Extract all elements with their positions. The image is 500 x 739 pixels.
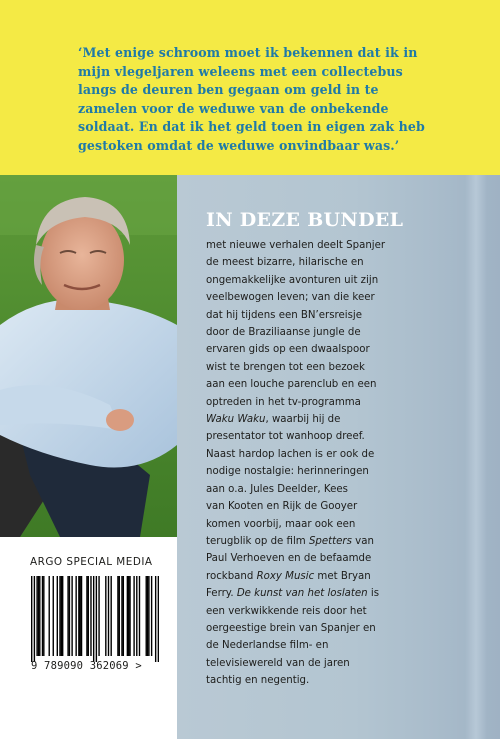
author-photo-illustration bbox=[0, 175, 177, 537]
barcode-bar bbox=[119, 576, 120, 656]
barcode-bar bbox=[86, 576, 87, 656]
description-line: veelbewogen leven; van die keer bbox=[206, 292, 375, 304]
author-photo bbox=[0, 175, 177, 537]
barcode-bar bbox=[39, 576, 40, 656]
barcode-bar bbox=[38, 576, 39, 656]
italic-title: Spetters bbox=[308, 535, 352, 547]
back-cover-quote bbox=[78, 44, 478, 156]
description-line: dat hij tijdens een BN’ersreisje bbox=[206, 309, 363, 321]
barcode-bar bbox=[148, 576, 149, 656]
barcode-bar bbox=[36, 576, 37, 656]
barcode-bar bbox=[139, 576, 140, 656]
description-line: nodige nostalgie: herinneringen bbox=[206, 466, 369, 478]
description-line: ervaren gids op een dwaalspoor bbox=[206, 344, 370, 356]
description-line: Naast hardop lachen is er ook de bbox=[206, 448, 375, 460]
barcode-bar bbox=[31, 576, 32, 662]
description-line: tachtig en negentig. bbox=[206, 675, 310, 687]
barcode-bar bbox=[67, 576, 68, 656]
description-line: optreden in het tv-programma bbox=[206, 396, 361, 408]
italic-title: De kunst van het loslaten bbox=[236, 588, 368, 600]
barcode-bar bbox=[34, 576, 35, 662]
description-line: ongemakkelijke avonturen uit zijn bbox=[206, 274, 379, 286]
description-line: aan een louche parenclub en een bbox=[206, 379, 377, 391]
description-line: oergeestige brein van Spanjer en bbox=[206, 622, 376, 634]
italic-title: Waku Waku bbox=[206, 414, 266, 426]
barcode-bar bbox=[90, 576, 91, 656]
barcode-bar bbox=[61, 576, 62, 656]
description-line: presentator tot wanhoop dreef. bbox=[206, 431, 365, 443]
description-line: Paul Verhoeven en de befaamde bbox=[206, 553, 372, 565]
barcode-bar bbox=[121, 576, 122, 656]
barcode-bar bbox=[42, 576, 43, 656]
description-line: door de Braziliaanse jungle de bbox=[206, 327, 361, 339]
description-line: televisiewereld van de jaren bbox=[206, 657, 350, 669]
description-heading: IN DEZE BUNDEL bbox=[206, 209, 404, 231]
barcode-bar bbox=[105, 576, 106, 656]
barcode-bar bbox=[59, 576, 60, 656]
quote-line: langs de deuren ben gegaan om geld in te bbox=[78, 82, 379, 98]
barcode-bar bbox=[81, 576, 82, 656]
barcode-bar bbox=[110, 576, 111, 656]
quote-line: ‘Met enige schroom moet ik bekennen dat ik in bbox=[78, 45, 418, 60]
description-text bbox=[206, 237, 476, 690]
barcode-bar bbox=[69, 576, 70, 656]
barcode-bar bbox=[155, 576, 156, 662]
barcode-bar bbox=[88, 576, 89, 656]
description-line: terugblik op de film Spetters van bbox=[206, 535, 374, 547]
description-line: komen voorbij, maar ook een bbox=[206, 518, 356, 530]
description-line: met nieuwe verhalen deelt Spanjer bbox=[206, 240, 386, 251]
barcode-bar bbox=[146, 576, 147, 656]
barcode-bar bbox=[93, 576, 94, 662]
barcode-bar bbox=[117, 576, 118, 656]
barcode-bar bbox=[127, 576, 128, 656]
description-line: rockband Roxy Music met Bryan bbox=[206, 570, 371, 582]
barcode-bar bbox=[43, 576, 44, 656]
barcode-bar bbox=[128, 576, 129, 656]
barcode-bar bbox=[98, 576, 99, 656]
barcode-bars bbox=[31, 576, 159, 662]
description-line: de meest bizarre, hilarische en bbox=[206, 257, 364, 269]
publisher-name: ARGO SPECIAL MEDIA bbox=[30, 556, 153, 568]
description-line: wist te brengen tot een bezoek bbox=[206, 361, 365, 373]
barcode-bar bbox=[151, 576, 152, 656]
barcode-bar bbox=[136, 576, 137, 656]
description-line: een verkwikkende reis door het bbox=[206, 605, 367, 617]
barcode-bar bbox=[158, 576, 159, 662]
description-line: aan o.a. Jules Deelder, Kees bbox=[206, 483, 348, 495]
quote-line: soldaat. En dat ik het geld toen in eigen zak heb bbox=[78, 119, 425, 135]
barcode-bar bbox=[62, 576, 63, 656]
italic-title: Roxy Music bbox=[256, 570, 315, 582]
quote-line: zamelen voor de weduwe van de onbekende bbox=[78, 100, 389, 116]
barcode-bar bbox=[96, 576, 97, 662]
barcode-bar bbox=[147, 576, 148, 656]
barcode-bar bbox=[75, 576, 76, 656]
barcode-bar bbox=[129, 576, 130, 656]
barcode-bar bbox=[49, 576, 50, 656]
barcode-bar bbox=[133, 576, 134, 656]
quote-line: gestoken omdat de weduwe onvindbaar was.’ bbox=[78, 137, 400, 153]
barcode-bar bbox=[78, 576, 79, 656]
barcode-bar bbox=[57, 576, 58, 656]
isbn-barcode bbox=[31, 576, 159, 662]
quote-line: mijn vlegeljaren weleens met een collectebus bbox=[78, 63, 403, 79]
barcode-bar bbox=[80, 576, 81, 656]
description-line: de Nederlandse film- en bbox=[206, 640, 329, 652]
barcode-bar bbox=[71, 576, 72, 656]
barcode-bar bbox=[123, 576, 124, 656]
description-line: van Kooten en Rijk de Gooyer bbox=[206, 501, 358, 513]
barcode-bar bbox=[53, 576, 54, 656]
barcode-bar bbox=[108, 576, 109, 656]
isbn-number: 9 789090 362069 > bbox=[31, 660, 142, 672]
description-line: Ferry. De kunst van het loslaten is bbox=[206, 588, 380, 600]
description-line: Waku Waku, waarbij hij de bbox=[206, 414, 341, 426]
